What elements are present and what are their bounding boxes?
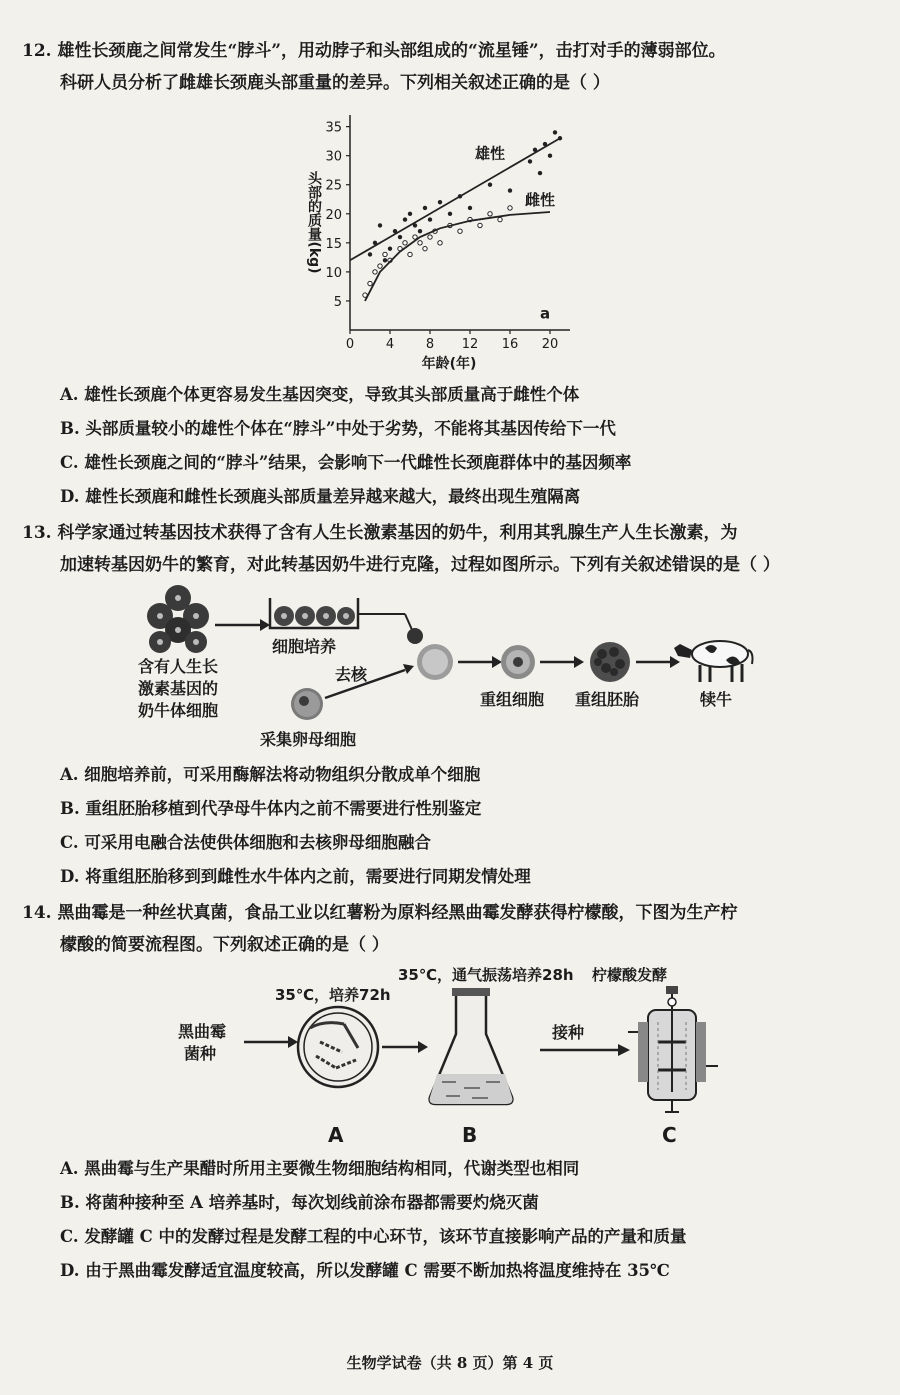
page-footer: 生物学试卷（共 8 页）第 4 页 xyxy=(346,1354,554,1372)
female-series-label: 雌性 xyxy=(525,191,556,210)
y-tick-label: 35 xyxy=(325,120,342,136)
female-data-point xyxy=(403,241,407,245)
cloning-process-diagram xyxy=(120,580,760,755)
q13-option-b[interactable]: B. 重组胚胎移植到代孕母牛体内之前不需要进行性别鉴定 xyxy=(60,799,482,818)
y-tick-label: 15 xyxy=(325,236,342,252)
male-data-point xyxy=(538,171,542,175)
male-data-point xyxy=(388,246,392,250)
x-tick-label: 20 xyxy=(541,337,559,352)
enucleation-label: 去核 xyxy=(335,665,368,684)
male-data-point xyxy=(548,153,552,157)
y-tick-label: 20 xyxy=(325,207,342,223)
label-a: A xyxy=(328,1123,344,1147)
reconstructed-cell-label: 重组细胞 xyxy=(480,690,545,709)
donor-label-line3: 奶牛体细胞 xyxy=(138,701,219,720)
female-data-point xyxy=(368,281,372,285)
donor-label-line1: 含有人生长 xyxy=(138,657,219,676)
y-tick-label: 10 xyxy=(325,265,342,281)
male-series-label: 雄性 xyxy=(475,144,506,163)
flask-b-icon xyxy=(430,988,513,1104)
male-data-point xyxy=(418,229,422,233)
female-data-point xyxy=(488,212,492,216)
female-data-point xyxy=(408,252,412,256)
donor-label-line2: 激素基因的 xyxy=(138,679,219,698)
q13-option-d[interactable]: D. 将重组胚胎移到到雌性水牛体内之前，需要进行同期发情处理 xyxy=(60,867,531,886)
x-tick-label: 16 xyxy=(501,337,519,352)
male-data-point xyxy=(488,183,492,187)
q12-option-d[interactable]: D. 雄性长颈鹿和雌性长颈鹿头部质量差异越来越大，最终出现生殖隔离 xyxy=(60,487,581,506)
oocyte-label: 采集卵母细胞 xyxy=(260,730,357,749)
reconstructed-embryo-label: 重组胚胎 xyxy=(575,690,640,709)
x-tick-label: 0 xyxy=(345,337,355,352)
male-data-point xyxy=(468,206,472,210)
fermenter-c-icon xyxy=(628,986,718,1112)
male-data-point xyxy=(508,188,512,192)
panel-label: a xyxy=(540,304,551,323)
male-data-point xyxy=(553,130,557,134)
q14-stem-line1: 14. 黑曲霉是一种丝状真菌，食品工业以红薯粉为原料经黑曲霉发酵获得柠檬酸，下图为生产柠 xyxy=(22,903,738,923)
oocyte-icon xyxy=(291,688,323,720)
x-tick-label: 12 xyxy=(461,337,479,352)
q13-option-c[interactable]: C. 可采用电融合法使供体细胞和去核卵母细胞融合 xyxy=(60,833,431,852)
q14-option-b[interactable]: B. 将菌种接种至 A 培养基时，每次划线前涂布器都需要灼烧灭菌 xyxy=(60,1193,539,1212)
male-data-point xyxy=(403,217,407,221)
reconstructed-embryo-icon xyxy=(590,642,630,682)
female-data-point xyxy=(418,241,422,245)
x-tick-label: 8 xyxy=(425,337,435,352)
male-data-point xyxy=(398,235,402,239)
female-data-point xyxy=(423,246,427,250)
step-b-condition: 35℃，通气振荡培养28h xyxy=(398,966,574,984)
calf-icon xyxy=(674,641,753,682)
male-data-point xyxy=(378,223,382,227)
label-c: C xyxy=(662,1123,677,1147)
q14-option-c[interactable]: C. 发酵罐 C 中的发酵过程是发酵工程的中心环节，该环节直接影响产品的产量和质量 xyxy=(60,1227,687,1246)
cell-culture-label: 细胞培养 xyxy=(272,637,337,656)
y-tick-label: 30 xyxy=(325,149,342,165)
female-data-point xyxy=(438,241,442,245)
fused-cell-icon xyxy=(417,644,453,680)
donor-cell-cluster-icon xyxy=(147,585,209,653)
female-data-point xyxy=(383,252,387,256)
female-data-point xyxy=(478,223,482,227)
q13-stem-line2: 加速转基因奶牛的繁育，对此转基因奶牛进行克隆，过程如图所示。下列有关叙述错误的是（ ） xyxy=(60,555,780,575)
strain-label-line2: 菌种 xyxy=(184,1044,217,1063)
q13-option-a[interactable]: A. 细胞培养前，可采用酶解法将动物组织分散成单个细胞 xyxy=(60,765,481,784)
y-tick-label: 25 xyxy=(325,178,342,194)
female-fit-curve xyxy=(365,212,550,301)
male-data-point xyxy=(438,200,442,204)
female-data-point xyxy=(378,264,382,268)
male-data-point xyxy=(368,252,372,256)
male-data-point xyxy=(423,206,427,210)
head-mass-scatter-chart xyxy=(300,105,600,380)
q14-option-a[interactable]: A. 黑曲霉与生产果醋时所用主要微生物细胞结构相同，代谢类型也相同 xyxy=(60,1159,580,1178)
q12-stem-line2: 科研人员分析了雌雄长颈鹿头部重量的差异。下列相关叙述正确的是（ ） xyxy=(60,73,610,93)
x-tick-label: 4 xyxy=(385,337,395,352)
female-data-point xyxy=(508,206,512,210)
label-b: B xyxy=(462,1123,478,1147)
petri-dish-a-icon xyxy=(298,1007,378,1087)
q14-option-d[interactable]: D. 由于黑曲霉发酵适宜温度较高，所以发酵罐 C 需要不断加热将温度维持在 35℃ xyxy=(60,1261,670,1280)
male-data-point xyxy=(528,159,532,163)
step-a-condition: 35℃，培养72h xyxy=(275,986,391,1004)
calf-label: 犊牛 xyxy=(700,690,733,709)
female-data-point xyxy=(428,235,432,239)
q14-stem-line2: 檬酸的简要流程图。下列叙述正确的是（ ） xyxy=(60,935,389,955)
inoculate-label: 接种 xyxy=(552,1023,585,1042)
x-axis-label: 年龄(年) xyxy=(421,356,477,372)
female-data-point xyxy=(458,229,462,233)
citric-acid-process-diagram xyxy=(160,962,760,1152)
male-data-point xyxy=(428,217,432,221)
q12-stem-line1: 12. 雄性长颈鹿之间常发生“脖斗”，用动脖子和头部组成的“流星锤”，击打对手的薄弱部位。 xyxy=(22,41,726,61)
y-tick-label: 5 xyxy=(333,294,342,310)
q12-option-b[interactable]: B. 头部质量较小的雄性个体在“脖斗”中处于劣势，不能将其基因传给下一代 xyxy=(60,419,616,438)
reconstructed-cell-icon xyxy=(501,645,535,679)
q12-option-a[interactable]: A. 雄性长颈鹿个体更容易发生基因突变，导致其头部质量高于雌性个体 xyxy=(60,385,580,404)
donor-nucleus-icon xyxy=(407,628,423,644)
y-axis-label: 头部的质量(kg) xyxy=(306,171,322,274)
male-data-point xyxy=(408,212,412,216)
female-data-point xyxy=(498,217,502,221)
cell-culture-dish-icon xyxy=(270,598,358,628)
female-data-point xyxy=(373,270,377,274)
male-data-point xyxy=(448,212,452,216)
male-data-point xyxy=(383,258,387,262)
strain-label-line1: 黑曲霉 xyxy=(178,1022,227,1041)
q12-option-c[interactable]: C. 雄性长颈鹿之间的“脖斗”结果，会影响下一代雌性长颈鹿群体中的基因频率 xyxy=(60,453,632,472)
q13-stem-line1: 13. 科学家通过转基因技术获得了含有人生长激素基因的奶牛，利用其乳腺生产人生长激素，为 xyxy=(22,523,738,543)
step-c-condition: 柠檬酸发酵 xyxy=(592,966,668,984)
